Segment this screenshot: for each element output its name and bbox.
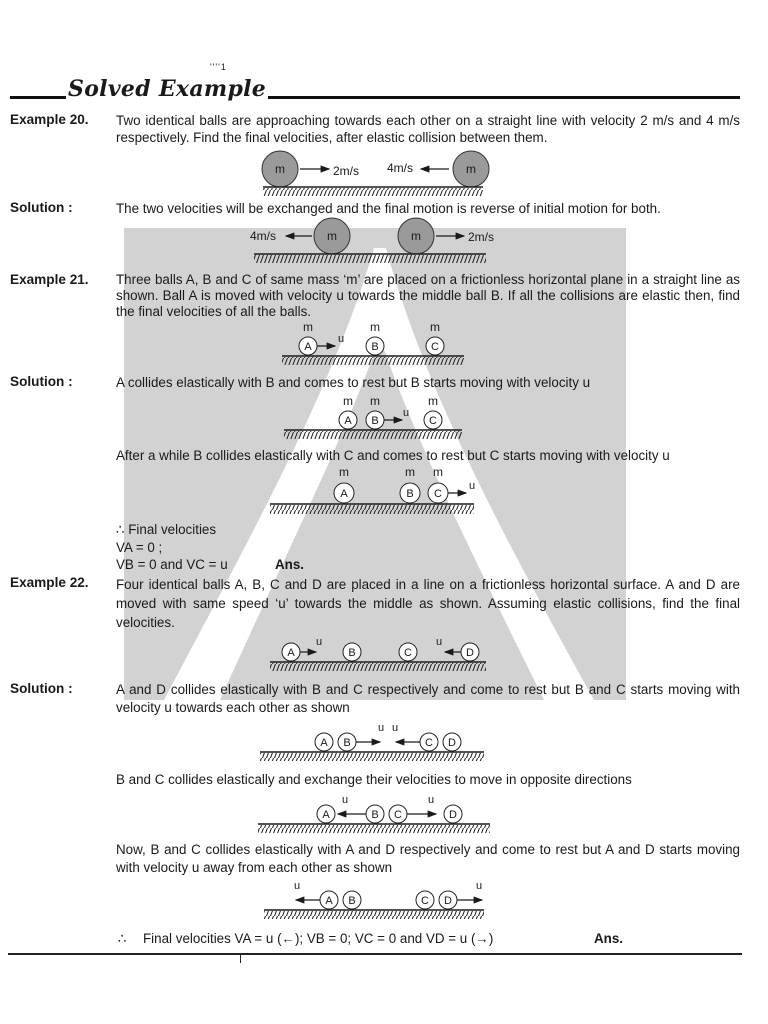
ground-hatch [282, 357, 464, 365]
example-22-label: Example 22. [10, 575, 89, 590]
mass-a: m [339, 465, 349, 479]
sol-ball-right-label: m [411, 229, 421, 243]
page-mark: ''''1 [210, 62, 227, 72]
example-20-solution-figure [248, 215, 508, 267]
ball-c-label: C [421, 895, 429, 907]
ground-hatch [263, 188, 483, 196]
velocity-u-b: u [342, 794, 349, 806]
example-22-solution-line3: Now, B and C collides elastically with A and D respectively and come to rest but A and D starts moving with velocity u away from each other as shown [116, 842, 740, 875]
example-22-final-velocities: Final velocities VA = u (←); VB = 0; VC = 0 and VD = u (→) [143, 931, 494, 946]
mass-b: m [370, 320, 380, 334]
ball-c-label: C [404, 647, 412, 659]
velocity-u-d: u [436, 636, 443, 648]
ball-a-label: A [320, 737, 328, 749]
final-velocities-heading: ∴ Final velocities [116, 522, 217, 537]
example-20-solution-text: The two velocities will be exchanged and the final motion is reverse of initial motion for both. [116, 201, 661, 216]
velocity-u-b: u [378, 722, 385, 734]
mass-b: m [405, 465, 415, 479]
ball-c-label: C [394, 809, 402, 821]
ball-d-label: D [466, 647, 474, 659]
example-22-solution-figure-3 [262, 876, 502, 924]
sol-ball-left-label: m [327, 229, 337, 243]
velocity-u: u [403, 407, 410, 419]
velocity-u-d: u [476, 880, 483, 892]
example-20-text: Two identical balls are approaching towards each other on a straight line with velocity 2 m/s and 4 m/s respectively. Find the final velocities, after elastic collision between them. [116, 113, 740, 145]
ball-b-label: B [343, 737, 351, 749]
mass-c: m [433, 465, 443, 479]
mass-b: m [370, 394, 380, 408]
example-21-label: Example 21. [10, 272, 89, 287]
velocity-right: 4m/s [387, 161, 414, 175]
ball-d-label: D [449, 809, 457, 821]
example-22-answer: Ans. [594, 931, 624, 946]
example-21-answer: Ans. [275, 557, 305, 572]
footer-divider [240, 955, 241, 963]
velocity-left: 2m/s [333, 164, 360, 178]
ball-b-label: B [371, 809, 379, 821]
mass-c: m [428, 394, 438, 408]
ground-hatch [284, 431, 462, 439]
mass-a: m [303, 320, 313, 334]
example-22-solution-figure-1 [258, 718, 498, 764]
example-20-figure [255, 150, 495, 200]
example-21-solution-line2: After a while B collides elastically with C and comes to rest but C starts moving with velocity u [116, 448, 670, 463]
ground-hatch [260, 753, 484, 761]
example-22-text: Four identical balls A, B, C and D are placed in a line on a frictionless horizontal surface. A and D are moved with same speed ‘u’ towards the middle as shown. Assuming elastic collisions, find the final velocities. [116, 577, 740, 630]
ball-a-label: A [304, 341, 312, 353]
final-vb-vc: VB = 0 and VC = u [116, 557, 228, 572]
velocity-u-a: u [294, 880, 301, 892]
mass-a: m [343, 394, 353, 408]
ground-hatch [270, 505, 474, 514]
example-22-solution-figure-2 [256, 788, 506, 838]
ground-hatch [264, 911, 484, 919]
ball-a-label: A [325, 895, 333, 907]
ball-c-label: C [425, 737, 433, 749]
ball-a-label: A [344, 415, 352, 427]
ball-c-label: C [434, 488, 442, 500]
example-22-solution-label: Solution : [10, 681, 73, 696]
example-21-figure [280, 318, 480, 374]
mass-c: m [430, 320, 440, 334]
example-21-text: Three balls A, B and C of same mass ‘m’ are placed on a frictionless horizontal plane in a straight line as shown. Ball A is moved with velocity u towards the middle ball B. If all the collisions are elastic then, find the final velocities of all the balls. [116, 272, 740, 319]
velocity-u: u [338, 333, 345, 345]
example-20-solution-label: Solution : [10, 200, 73, 215]
footer-rule [8, 953, 742, 955]
ball-c-label: C [431, 341, 439, 353]
velocity-u-a: u [316, 636, 323, 648]
ball-b-label: B [348, 647, 356, 659]
ball-a-label: A [340, 488, 348, 500]
section-title: Solved Example [68, 76, 267, 102]
example-21-solution-figure-1 [282, 392, 482, 448]
example-20-label: Example 20. [10, 112, 89, 127]
ball-d-label: D [448, 737, 456, 749]
example-21-solution-label: Solution : [10, 374, 73, 389]
example-21-solution-figure-2 [268, 462, 488, 522]
ground-hatch [270, 663, 486, 671]
ground-hatch [254, 255, 486, 263]
final-prefix: ∴ [118, 931, 127, 946]
ball-b-label: B [348, 895, 356, 907]
velocity-u-c: u [392, 722, 399, 734]
final-va: VA = 0 ; [116, 540, 163, 555]
sol-velocity-right: 2m/s [468, 230, 495, 244]
velocity-u-c: u [428, 794, 435, 806]
example-22-solution-line1: A and D collides elastically with B and C respectively and come to rest but B and C starts moving with velocity u towards each other as shown [116, 682, 740, 715]
example-22-solution-line2: B and C collides elastically and exchange their velocities to move in opposite directions [116, 772, 632, 787]
ball-b-label: B [406, 488, 414, 500]
ball-a-label: A [322, 809, 330, 821]
ball-right-label: m [466, 162, 476, 176]
ball-b-label: B [371, 341, 379, 353]
ball-d-label: D [444, 895, 452, 907]
velocity-u: u [469, 480, 476, 492]
ball-a-label: A [287, 647, 295, 659]
ball-b-label: B [371, 415, 379, 427]
example-21-solution-line1: A collides elastically with B and comes to rest but B starts moving with velocity u [116, 375, 591, 390]
ball-c-label: C [429, 415, 437, 427]
header-rule-left [10, 96, 70, 99]
header-rule-right [256, 96, 740, 99]
ground-hatch [258, 825, 490, 833]
ball-left-label: m [275, 162, 285, 176]
sol-velocity-left: 4m/s [250, 229, 277, 243]
example-22-figure [268, 632, 498, 678]
